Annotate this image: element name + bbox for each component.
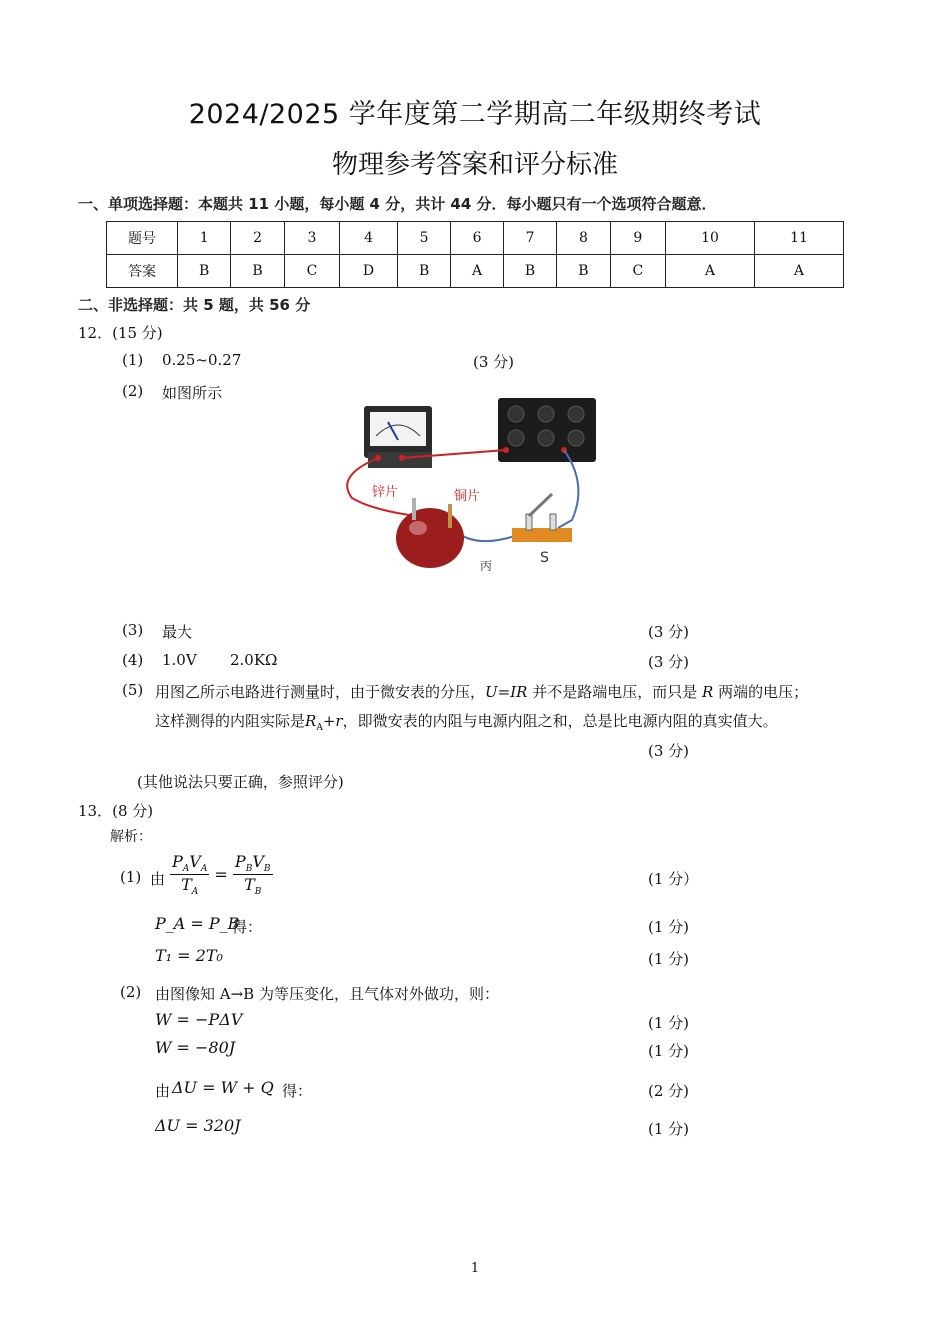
table-cell: A	[666, 255, 755, 288]
table-cell: 9	[610, 222, 665, 255]
q12-p3-score: (3 分)	[648, 623, 690, 641]
table-cell: C	[610, 255, 665, 288]
q12-p4-value1: 1.0V	[162, 651, 197, 669]
q13-p1-label: (1)	[120, 868, 142, 886]
equation-du2: ΔU = 320J	[155, 1116, 241, 1135]
table-cell: 11	[754, 222, 843, 255]
equation-w1: W = −PΔV	[155, 1010, 243, 1029]
table-cell: 8	[557, 222, 610, 255]
figure-label: 丙	[480, 559, 493, 573]
equation-w1-score: (1 分)	[648, 1014, 690, 1032]
equation-pa-score: (1 分)	[648, 918, 690, 936]
section1-heading: 一、单项选择题：本题共 11 小题，每小题 4 分，共计 44 分．每小题只有一个选项符合题意．	[78, 195, 717, 213]
q12-p4-label: (4)	[122, 651, 144, 669]
page-title: 2024/2025 学年度第二学期高二年级期终考试	[188, 99, 762, 130]
table-cell: A	[451, 255, 504, 288]
equation-du2-score: (1 分)	[648, 1120, 690, 1138]
equation-du-score: (2 分)	[648, 1082, 690, 1100]
table-cell: 6	[451, 222, 504, 255]
q12-note: (其他说法只要正确，参照评分)	[137, 773, 344, 791]
table-row	[107, 255, 844, 288]
table-cell: B	[503, 255, 556, 288]
zinc-label: 锌片	[372, 485, 399, 500]
equation-w2: W = −80J	[155, 1038, 236, 1057]
q13-p2-label: (2)	[120, 983, 142, 1001]
table-cell: 3	[284, 222, 339, 255]
page-subtitle: 物理参考答案和评分标准	[331, 150, 618, 180]
table-header-cell: 答案	[107, 255, 178, 288]
table-cell: 1	[178, 222, 231, 255]
answer-table	[106, 221, 844, 288]
q12-p5-line1: 用图乙所示电路进行测量时，由于微安表的分压，U=IR 并不是路端电压，而只是 R 两端的电压；	[155, 683, 809, 701]
table-cell: B	[557, 255, 610, 288]
table-cell: 5	[397, 222, 450, 255]
q13-p1-you: 由	[150, 870, 166, 888]
q12-p1-score: (3 分)	[473, 353, 515, 371]
table-cell: C	[284, 255, 339, 288]
table-cell: B	[231, 255, 284, 288]
equation-w2-score: (1 分)	[648, 1042, 690, 1060]
equation-du-de: 得：	[282, 1082, 313, 1100]
equation-pa-pb: P_A = P_B	[155, 914, 240, 933]
equation-de: 得：	[232, 918, 263, 936]
copper-label: 铜片	[454, 489, 481, 504]
table-header-cell: 题号	[107, 222, 178, 255]
q12-p2-label: (2)	[122, 382, 144, 400]
table-cell: 10	[666, 222, 755, 255]
switch-icon	[512, 494, 572, 542]
q12-p5-label: (5)	[122, 681, 144, 699]
q12-p5-score: (3 分)	[648, 742, 690, 760]
q13-p2-text: 由图像知 A→B 为等压变化，且气体对外做功，则：	[155, 985, 499, 1003]
q12-p1-label: (1)	[122, 351, 144, 369]
table-cell: 2	[231, 222, 284, 255]
switch-label: S	[540, 550, 549, 566]
q12-p4-score: (3 分)	[648, 653, 690, 671]
circuit-figure	[330, 392, 610, 582]
table-cell: 4	[340, 222, 398, 255]
table-cell: B	[397, 255, 450, 288]
table-cell: B	[178, 255, 231, 288]
q12-p3-label: (3)	[122, 621, 144, 639]
page-number: 1	[470, 1261, 480, 1276]
q13-analysis: 解析：	[110, 829, 152, 845]
q12-p3-answer: 最大	[162, 623, 193, 641]
table-row	[107, 222, 844, 255]
equation-t1: T₁ = 2T₀	[155, 946, 223, 965]
q12-p4-value2: 2.0KΩ	[230, 651, 278, 669]
equation-du-you: 由	[155, 1082, 171, 1100]
equation-du: ΔU = W + Q	[172, 1078, 274, 1097]
table-cell: A	[754, 255, 843, 288]
q13-title: 13．(8 分)	[78, 802, 154, 820]
q12-p1-answer: 0.25~0.27	[162, 351, 242, 369]
q12-p2-answer: 如图所示	[162, 384, 223, 402]
q12-title: 12．(15 分)	[78, 324, 163, 342]
table-cell: D	[340, 255, 398, 288]
section2-heading: 二、非选择题：共 5 题，共 56 分	[78, 296, 311, 314]
apple-icon	[396, 498, 464, 568]
q12-p5-line2: 这样测得的内阻实际是$R_A+r$，即微安表的内阻与电源内阻之和，总是比电源内阻的真实值大。	[155, 712, 778, 733]
resistance-box-icon	[498, 398, 596, 462]
ideal-gas-equation: $\frac{P_AV_A}{T_A}$ = $\frac{P_BV_B}{T_B}$	[172, 852, 271, 898]
equation-t1-score: (1 分)	[648, 950, 690, 968]
table-cell: 7	[503, 222, 556, 255]
q13-p1-score: (1 分）	[648, 870, 699, 888]
